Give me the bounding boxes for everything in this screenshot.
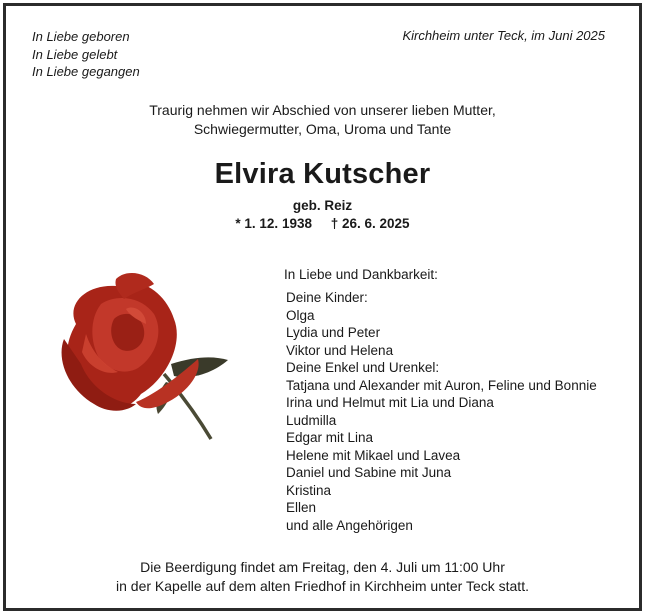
birth-date: * 1. 12. 1938 xyxy=(235,216,312,231)
list-item: Kristina xyxy=(286,482,332,498)
list-item: Daniel und Sabine mit Juna xyxy=(286,465,452,480)
list-item: Viktor und Helena xyxy=(286,342,394,358)
funeral-line: in der Kapelle auf dem alten Friedhof in Kirchheim unter Teck statt. xyxy=(116,578,529,594)
list-item: Ellen xyxy=(286,500,317,515)
motto-line: In Liebe geboren xyxy=(32,29,130,44)
place-date: Kirchheim unter Teck, im Juni 2025 xyxy=(402,28,605,43)
list-item: Deine Enkel und Urenkel: xyxy=(286,360,440,375)
rose-leaf xyxy=(171,357,228,377)
mourners-list xyxy=(286,289,597,534)
deceased-name: Elvira Kutscher xyxy=(214,158,431,190)
obituary-frame xyxy=(3,3,642,611)
list-item: Lydia und Peter xyxy=(286,325,381,340)
list-item: Ludmilla xyxy=(286,412,337,428)
list-item: und alle Angehörigen xyxy=(286,517,413,533)
intro-line: Traurig nehmen wir Abschied von unserer lieben Mutter, xyxy=(149,102,496,118)
intro-text xyxy=(6,101,639,139)
rose-image xyxy=(46,264,231,444)
list-item: Edgar mit Lina xyxy=(286,430,374,445)
list-item: Helene mit Mikael und Lavea xyxy=(286,447,461,463)
thanks-heading: In Liebe und Dankbarkeit: xyxy=(284,267,438,282)
funeral-line: Die Beerdigung findet am Freitag, den 4. Juli um 11:00 Uhr xyxy=(140,559,505,575)
funeral-notice xyxy=(6,558,639,596)
maiden-name: geb. Reiz xyxy=(292,198,353,213)
intro-line: Schwiegermutter, Oma, Uroma und Tante xyxy=(193,121,452,137)
motto-line: In Liebe gelebt xyxy=(32,46,118,62)
motto xyxy=(32,28,140,81)
motto-line: In Liebe gegangen xyxy=(32,64,140,79)
list-item: Tatjana und Alexander mit Auron, Feline und Bonnie xyxy=(286,377,597,393)
life-dates xyxy=(6,216,639,231)
list-item: Deine Kinder: xyxy=(286,290,368,305)
list-item: Irina und Helmut mit Lia und Diana xyxy=(286,395,494,410)
list-item: Olga xyxy=(286,307,315,323)
death-date: † 26. 6. 2025 xyxy=(330,216,410,231)
